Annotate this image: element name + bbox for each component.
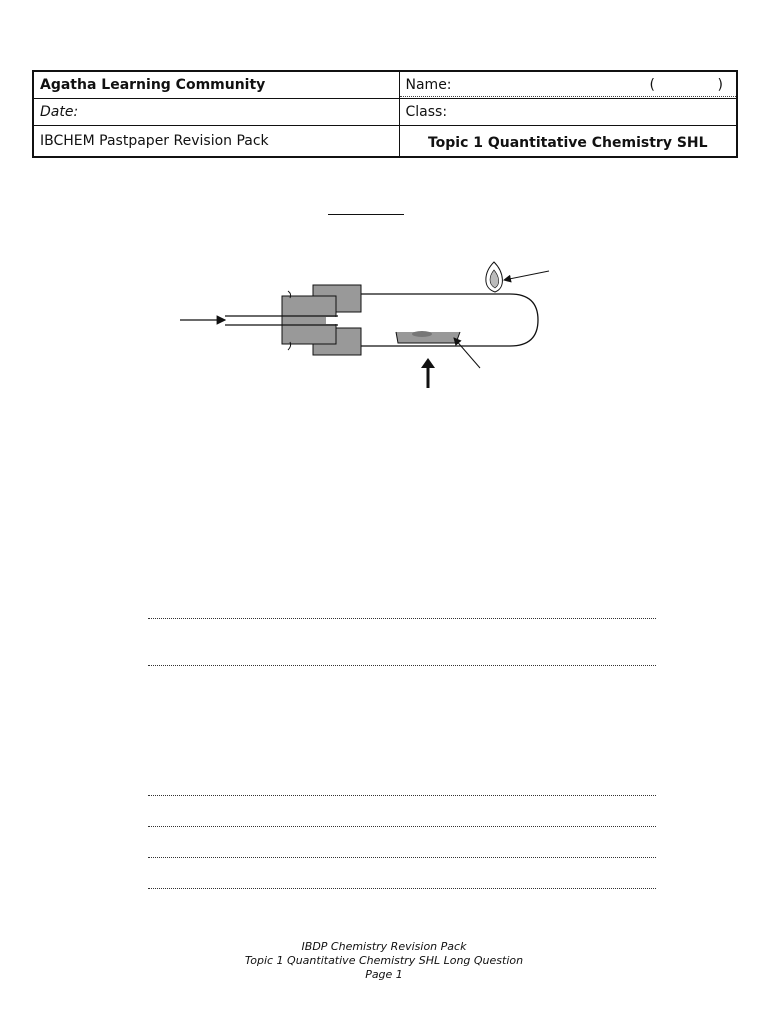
name-dotted-line (400, 96, 737, 97)
class-label: Class: (399, 99, 737, 126)
pack-title: IBCHEM Pastpaper Revision Pack (33, 126, 399, 158)
name-label: Name: (405, 77, 452, 93)
answer-line-b2[interactable] (148, 826, 656, 827)
register-number-close-paren: ) (717, 77, 723, 93)
heading-underline (328, 214, 404, 215)
school-name: Agatha Learning Community (33, 71, 399, 99)
answer-line-a1[interactable] (148, 618, 656, 619)
name-field[interactable] (399, 71, 737, 99)
answer-line-a2[interactable] (148, 665, 656, 666)
flame-label-arrow (504, 271, 549, 280)
register-number-open-paren: ( (649, 77, 655, 93)
answer-line-b1[interactable] (148, 795, 656, 796)
combustion-tube-apparatus-diagram (170, 250, 560, 395)
footer-topic: Topic 1 Quantitative Chemistry SHL Long Question (244, 954, 524, 967)
answer-line-b3[interactable] (148, 857, 656, 858)
topic-title: Topic 1 Quantitative Chemistry SHL (399, 126, 737, 158)
footer-page-number: Page 1 (365, 968, 403, 981)
header-table (32, 70, 738, 158)
answer-line-b4[interactable] (148, 888, 656, 889)
heat-arrow-head (421, 358, 435, 368)
tube-closed-end (492, 294, 538, 346)
date-label: Date: (33, 99, 399, 126)
footer-pack-name: IBDP Chemistry Revision Pack (301, 940, 467, 953)
sample-solid (412, 331, 432, 337)
boat-label-arrow (454, 338, 480, 368)
